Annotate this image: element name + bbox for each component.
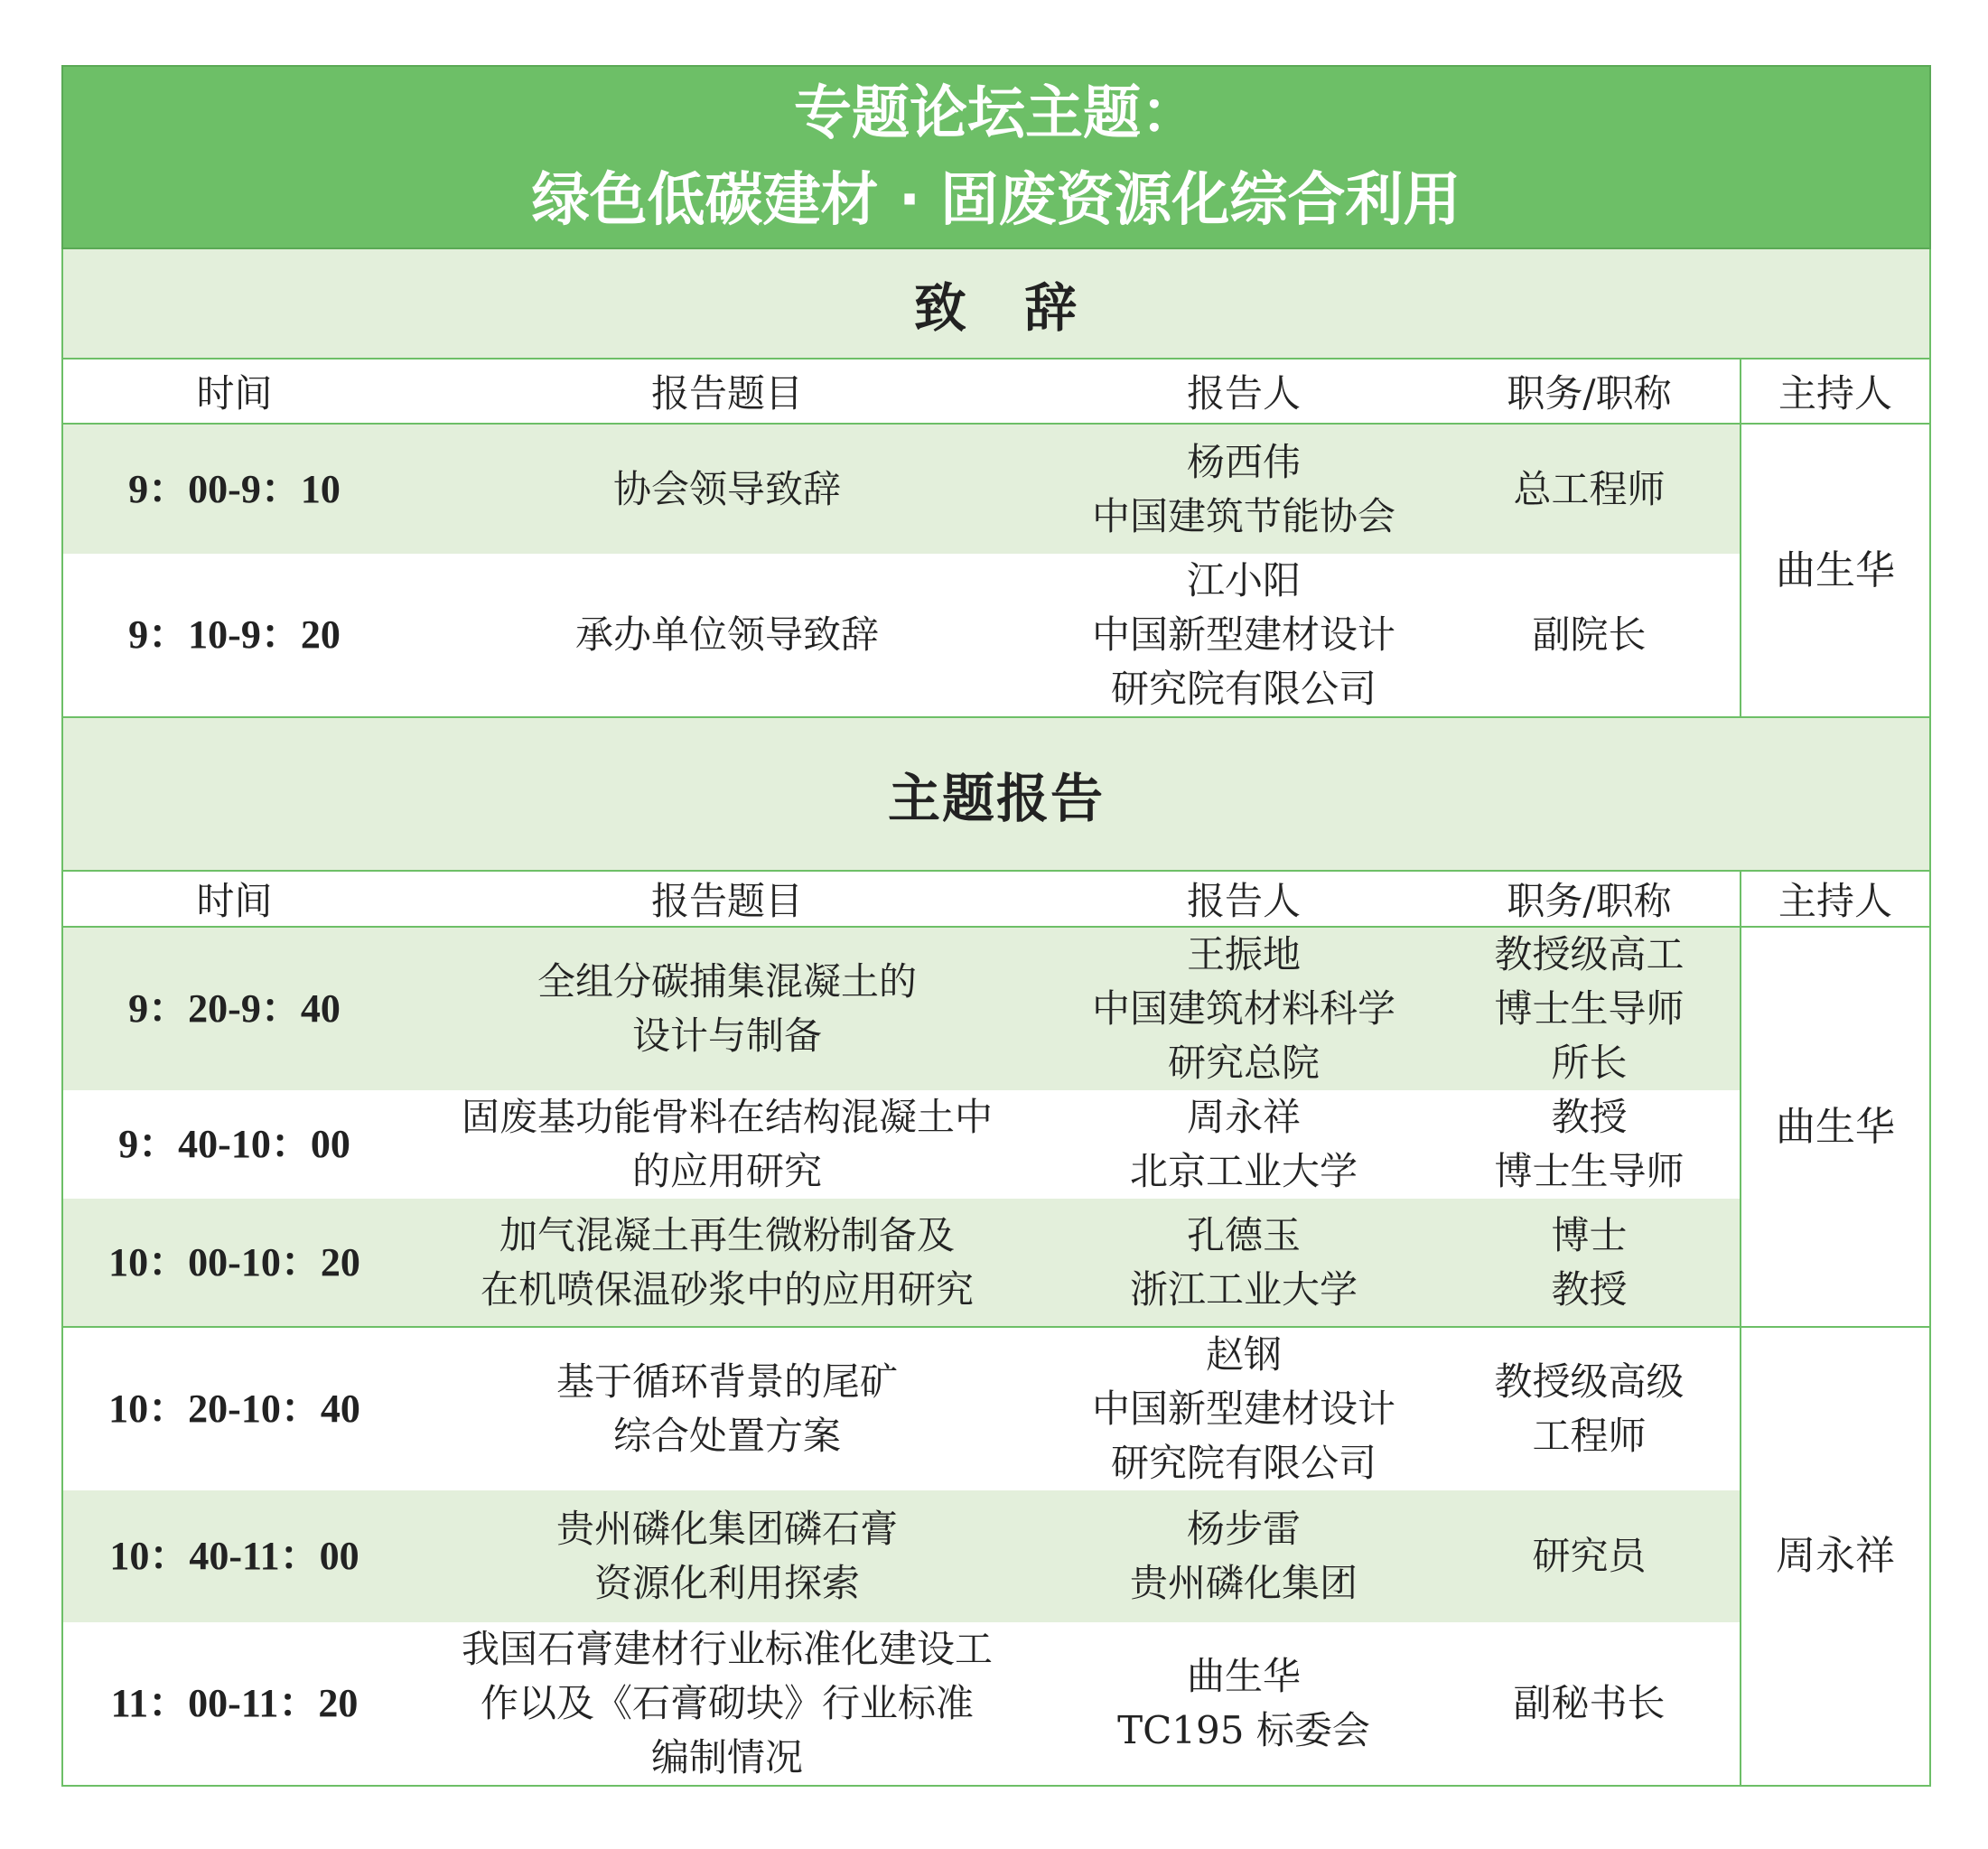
position-cell-line: 教授 xyxy=(1551,1266,1628,1312)
topic-cell xyxy=(406,1327,1049,1490)
section-title-opening: 致 辞 xyxy=(62,248,1930,359)
time-cell: 9：20-9：40 xyxy=(62,927,406,1090)
position-cell-line: 博士生导师 xyxy=(1494,986,1685,1031)
speaker-cell-line: 杨步雷 xyxy=(1186,1507,1301,1551)
position-cell-line: 教授级高工 xyxy=(1494,932,1685,976)
topic-cell xyxy=(406,1490,1049,1622)
topic-cell-line: 作以及《石膏砌块》行业标准 xyxy=(480,1681,974,1725)
table-row xyxy=(62,1622,1930,1786)
host-cell: 周永祥 xyxy=(1741,1327,1930,1786)
speaker-cell-line: 中国建筑材料科学 xyxy=(1091,986,1395,1031)
forum-title xyxy=(62,66,1930,248)
col-header-position: 职务/职称 xyxy=(1439,871,1741,927)
section-row-keynote xyxy=(62,717,1930,871)
position-cell-line: 教授 xyxy=(1551,1095,1628,1139)
col-header-speaker: 报告人 xyxy=(1049,359,1439,424)
speaker-cell-line: 王振地 xyxy=(1186,932,1301,976)
speaker-cell-line: 研究总院 xyxy=(1167,1041,1320,1085)
table-row xyxy=(62,554,1930,717)
position-cell xyxy=(1439,1199,1741,1327)
speaker-cell-line: 周永祥 xyxy=(1186,1095,1301,1139)
time-cell: 10：00-10：20 xyxy=(62,1199,406,1327)
position-cell xyxy=(1439,927,1741,1090)
position-cell-line: 工程师 xyxy=(1532,1414,1647,1458)
col-header-host: 主持人 xyxy=(1741,359,1930,424)
speaker-cell xyxy=(1049,424,1439,554)
position-cell-line: 副秘书长 xyxy=(1513,1681,1666,1725)
topic-cell-line: 的应用研究 xyxy=(631,1149,822,1193)
topic-cell-line: 贵州磷化集团磷石膏 xyxy=(555,1507,898,1551)
table-row xyxy=(62,1090,1930,1199)
speaker-cell xyxy=(1049,1490,1439,1622)
column-header-row-keynote xyxy=(62,871,1930,927)
time-cell: 9：00-9：10 xyxy=(62,424,406,554)
position-cell xyxy=(1439,1090,1741,1199)
agenda-sheet xyxy=(61,65,1929,1787)
position-cell-line: 研究员 xyxy=(1532,1534,1647,1578)
col-header-time: 时间 xyxy=(62,871,406,927)
col-header-host: 主持人 xyxy=(1741,871,1930,927)
host-cell: 曲生华 xyxy=(1741,927,1930,1327)
speaker-cell-line: 研究院有限公司 xyxy=(1110,667,1377,711)
table-row xyxy=(62,1327,1930,1490)
topic-cell xyxy=(406,1090,1049,1199)
topic-cell-line: 我国石膏建材行业标准化建设工 xyxy=(461,1627,993,1671)
speaker-cell-line: 赵钢 xyxy=(1205,1332,1282,1377)
table-row xyxy=(62,1490,1930,1622)
col-header-topic: 报告题目 xyxy=(406,359,1049,424)
speaker-cell xyxy=(1049,554,1439,717)
opening-rows xyxy=(62,424,1930,717)
position-cell-line: 博士 xyxy=(1551,1212,1628,1257)
speaker-cell-line: TC195 标委会 xyxy=(1117,1708,1370,1752)
position-cell-line: 副院长 xyxy=(1532,612,1647,657)
col-header-time: 时间 xyxy=(62,359,406,424)
position-cell xyxy=(1439,1622,1741,1786)
topic-cell-line: 加气混凝土再生微粉制备及 xyxy=(499,1212,955,1257)
topic-cell-line: 资源化利用探索 xyxy=(593,1561,860,1605)
speaker-cell-line: 中国新型建材设计 xyxy=(1091,612,1395,657)
speaker-cell-line: 中国新型建材设计 xyxy=(1091,1387,1395,1431)
agenda-table xyxy=(61,65,1931,1787)
speaker-cell-line: 曲生华 xyxy=(1186,1654,1301,1698)
speaker-cell xyxy=(1049,1327,1439,1490)
section-row-opening xyxy=(62,248,1930,359)
topic-cell-line: 协会领导致辞 xyxy=(612,466,841,511)
position-cell-line: 所长 xyxy=(1551,1041,1628,1085)
topic-cell-line: 承办单位领导致辞 xyxy=(574,612,879,657)
keynote-rows xyxy=(62,927,1930,1786)
col-header-topic: 报告题目 xyxy=(406,871,1049,927)
forum-title-line1: 专题论坛主题： xyxy=(794,80,1199,147)
topic-cell-line: 基于循环背景的尾矿 xyxy=(555,1359,898,1404)
topic-cell-line: 全组分碳捕集混凝土的 xyxy=(537,959,917,1004)
speaker-cell-line: 浙江工业大学 xyxy=(1129,1266,1358,1312)
table-row xyxy=(62,927,1930,1090)
time-cell: 9：40-10：00 xyxy=(62,1090,406,1199)
speaker-cell-line: 孔德玉 xyxy=(1186,1212,1301,1257)
time-cell: 11：00-11：20 xyxy=(62,1622,406,1786)
position-cell xyxy=(1439,1490,1741,1622)
topic-cell-line: 编制情况 xyxy=(650,1735,803,1779)
col-header-speaker: 报告人 xyxy=(1049,871,1439,927)
topic-cell xyxy=(406,1622,1049,1786)
column-header-row-opening xyxy=(62,359,1930,424)
speaker-cell xyxy=(1049,1199,1439,1327)
title-row xyxy=(62,66,1930,248)
position-cell-line: 博士生导师 xyxy=(1494,1149,1685,1193)
time-cell: 10：20-10：40 xyxy=(62,1327,406,1490)
topic-cell-line: 在机喷保温砂浆中的应用研究 xyxy=(480,1266,974,1312)
forum-title-line2: 绿色低碳建材 · 固废资源化综合利用 xyxy=(531,167,1461,234)
speaker-cell-line: 北京工业大学 xyxy=(1129,1149,1358,1193)
topic-cell-line: 综合处置方案 xyxy=(612,1414,841,1458)
speaker-cell-line: 研究院有限公司 xyxy=(1110,1441,1377,1485)
speaker-cell-line: 江小阳 xyxy=(1186,558,1301,602)
topic-cell xyxy=(406,927,1049,1090)
speaker-cell-line: 中国建筑节能协会 xyxy=(1091,493,1395,538)
topic-cell-line: 设计与制备 xyxy=(631,1013,822,1058)
speaker-cell xyxy=(1049,1622,1439,1786)
position-cell xyxy=(1439,554,1741,717)
topic-cell xyxy=(406,424,1049,554)
table-row xyxy=(62,424,1930,554)
position-cell xyxy=(1439,424,1741,554)
speaker-cell-line: 贵州磷化集团 xyxy=(1129,1561,1358,1605)
position-cell-line: 总工程师 xyxy=(1513,466,1666,511)
topic-cell xyxy=(406,1199,1049,1327)
time-cell: 9：10-9：20 xyxy=(62,554,406,717)
section-title-keynote: 主题报告 xyxy=(62,717,1930,871)
position-cell-line: 教授级高级 xyxy=(1494,1359,1685,1404)
topic-cell xyxy=(406,554,1049,717)
col-header-position: 职务/职称 xyxy=(1439,359,1741,424)
speaker-cell xyxy=(1049,927,1439,1090)
table-row xyxy=(62,1199,1930,1327)
position-cell xyxy=(1439,1327,1741,1490)
topic-cell-line: 固废基功能骨料在结构混凝土中 xyxy=(461,1095,993,1139)
speaker-cell-line: 杨西伟 xyxy=(1186,439,1301,484)
host-cell: 曲生华 xyxy=(1741,424,1930,717)
time-cell: 10：40-11：00 xyxy=(62,1490,406,1622)
speaker-cell xyxy=(1049,1090,1439,1199)
